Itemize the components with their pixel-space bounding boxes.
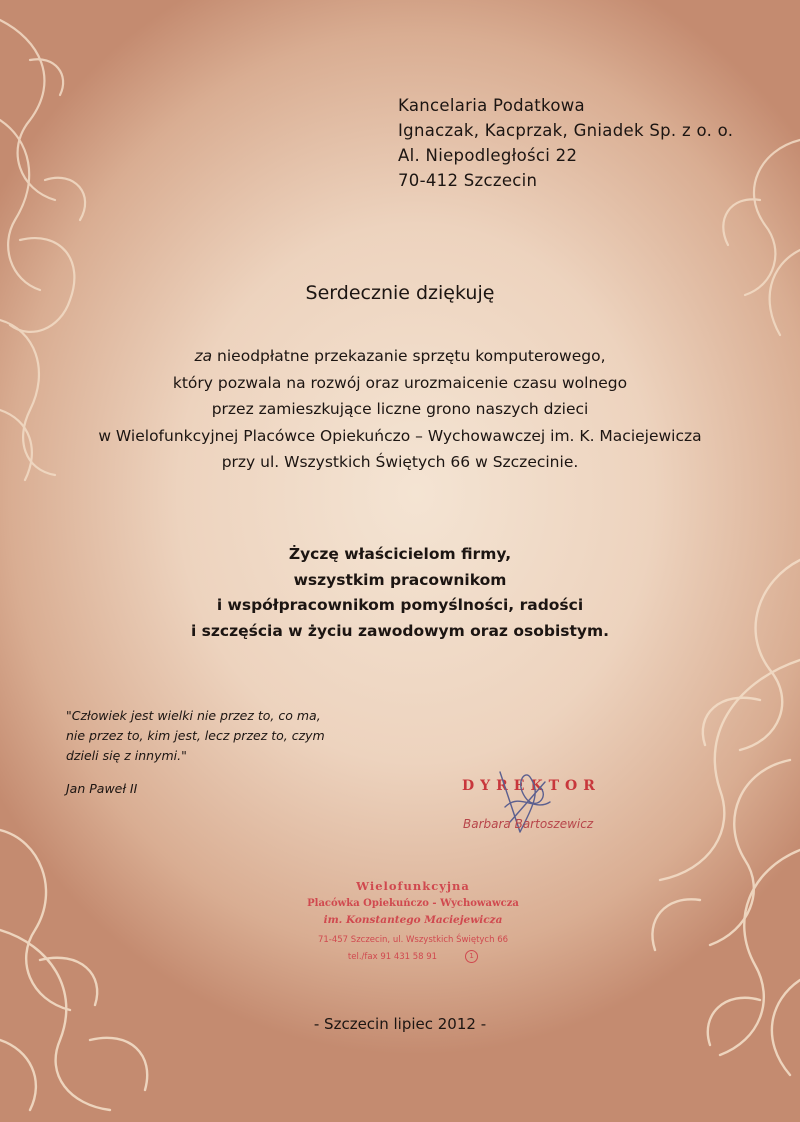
wishes-line: wszystkim pracownikom: [293, 570, 507, 589]
thanks-heading: Serdecznie dziękuję: [305, 282, 495, 304]
thanks-body: [0, 343, 800, 476]
body-line: [0, 343, 800, 370]
stamp-line: 71-457 Szczecin, ul. Wszystkich Świętych 66: [317, 935, 509, 945]
wishes-line: Życzę właścicielom firmy,: [288, 545, 512, 563]
recipient-line: Kancelaria Podatkowa: [398, 96, 585, 115]
date-line: - Szczecin lipiec 2012 -: [313, 1015, 487, 1033]
stamp-line: Wielofunkcyjna: [356, 879, 470, 893]
stamp-line: im. Konstantego Maciejewicza: [323, 914, 503, 926]
director-name: Barbara Bartoszewicz: [463, 817, 594, 831]
quote-line: nie przez to, kim jest, lecz przez to, czym: [66, 728, 325, 743]
left-bottom-swirl: [0, 830, 147, 1110]
quote-block: [66, 706, 325, 766]
body-line: w Wielofunkcyjnej Placówce Opiekuńczo – Wychowawczej im. K. Maciejewicza: [98, 426, 702, 445]
right-top-swirl: [723, 140, 800, 335]
stamp-line: [258, 949, 568, 966]
recipient-line: 70-412 Szczecin: [398, 171, 538, 190]
stamp-phone: tel./fax 91 431 58 91: [347, 952, 438, 962]
director-title: DYREKTOR: [462, 778, 601, 794]
recipient-line: Ignaczak, Kacprzak, Gniadek Sp. z o. o.: [398, 121, 734, 140]
quote-line: "Człowiek jest wielki nie przez to, co ma,: [66, 708, 321, 723]
recipient-address: [398, 93, 733, 193]
stamp-line: Placówka Opiekuńczo - Wychowawcza: [307, 898, 519, 909]
wishes-line: i współpracownikom pomyślności, radości: [216, 596, 584, 614]
wishes-line: i szczęścia w życiu zawodowym oraz osobistym.: [190, 621, 610, 640]
quote-author: Jan Paweł II: [66, 781, 138, 796]
wishes-paragraph: [0, 542, 800, 644]
body-line: który pozwala na rozwój oraz urozmaicenie czasu wolnego: [172, 373, 628, 392]
recipient-line: Al. Niepodległości 22: [398, 146, 578, 165]
institution-stamp: [258, 878, 568, 966]
stamp-circle-mark: 1: [465, 950, 478, 963]
quote-line: dzieli się z innymi.": [66, 748, 187, 763]
body-line: przez zamieszkujące liczne grono naszych dzieci: [211, 400, 589, 418]
body-line: przy ul. Wszystkich Świętych 66 w Szczecinie.: [221, 453, 579, 471]
body-line-rest: nieodpłatne przekazanie sprzętu komputerowego,: [212, 347, 606, 365]
body-za-word: za: [194, 347, 213, 365]
